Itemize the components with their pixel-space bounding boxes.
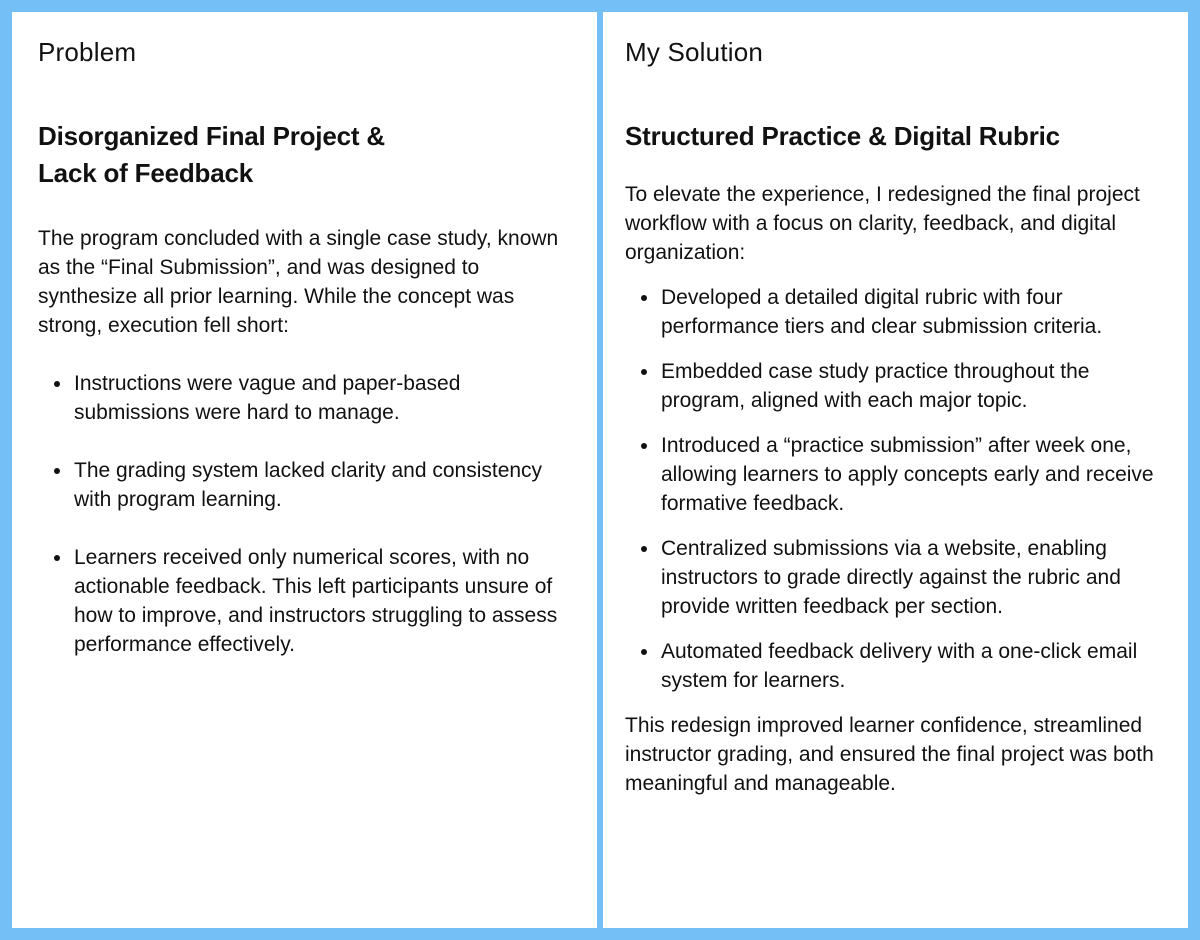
list-item-text: Developed a detailed digital rubric with four performance tiers and clear submission criteria. [661, 286, 1103, 338]
problem-headline [38, 118, 458, 192]
list-item-text: Centralized submissions via a website, enabling instructors to grade directly against the rubric and provide written feedback per section. [661, 537, 1121, 618]
solution-outro: This redesign improved learner confidence, streamlined instructor grading, and ensured the final project was both meaningful and manageable. [625, 714, 1154, 795]
bullet-dot-icon [54, 468, 60, 474]
solution-content [625, 118, 1168, 798]
problem-content [38, 118, 577, 688]
list-item [625, 283, 1168, 341]
list-item [625, 431, 1168, 518]
list-item-text: Embedded case study practice throughout the program, aligned with each major topic. [661, 360, 1090, 412]
list-item-text: The grading system lacked clarity and consistency with program learning. [74, 459, 543, 511]
list-item [38, 456, 577, 514]
solution-bullet-list [625, 283, 1168, 695]
list-item-text: Instructions were vague and paper-based submissions were hard to manage. [74, 372, 461, 424]
problem-eyebrow: Problem [38, 37, 137, 67]
list-item-text: Learners received only numerical scores, with no actionable feedback. This left participants unsure of how to improve, and instructors struggling to assess performance effectively. [74, 546, 558, 656]
problem-headline-line1: Disorganized Final Project & [38, 121, 385, 151]
list-item [625, 637, 1168, 695]
solution-eyebrow: My Solution [625, 37, 764, 67]
list-item [38, 543, 577, 659]
problem-intro: The program concluded with a single case study, known as the “Final Submission”, and was designed to synthesize all prior learning. While the concept was strong, execution fell short: [38, 227, 559, 337]
list-item-text: Automated feedback delivery with a one-click email system for learners. [661, 640, 1138, 692]
problem-bullet-list [38, 369, 577, 659]
solution-intro: To elevate the experience, I redesigned the final project workflow with a focus on clarity, feedback, and digital organization: [625, 183, 1140, 264]
bullet-dot-icon [54, 555, 60, 561]
list-item-text: Introduced a “practice submission” after week one, allowing learners to apply concepts early and receive formative feedback. [661, 434, 1154, 515]
solution-panel [603, 12, 1188, 928]
list-item [625, 534, 1168, 621]
problem-panel [12, 12, 597, 928]
bullet-dot-icon [641, 443, 647, 449]
list-item [625, 357, 1168, 415]
bullet-dot-icon [54, 381, 60, 387]
bullet-dot-icon [641, 649, 647, 655]
solution-headline: Structured Practice & Digital Rubric [625, 121, 1060, 151]
bullet-dot-icon [641, 295, 647, 301]
list-item [38, 369, 577, 427]
problem-headline-line2: Lack of Feedback [38, 158, 253, 188]
bullet-dot-icon [641, 546, 647, 552]
bullet-dot-icon [641, 369, 647, 375]
